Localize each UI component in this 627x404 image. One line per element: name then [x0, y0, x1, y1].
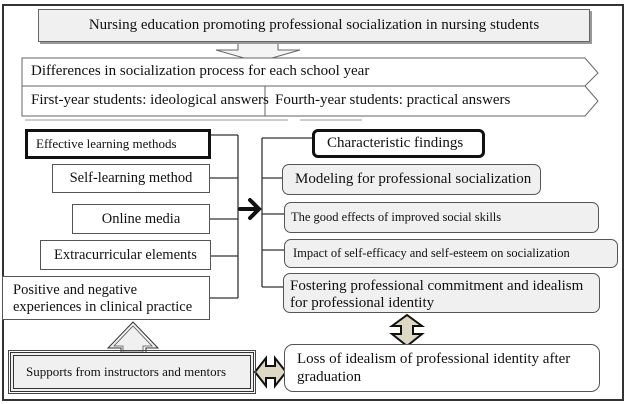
left-item-text: Self-learning method	[69, 170, 193, 186]
finding-social-skills	[284, 202, 599, 233]
supports-box	[10, 352, 254, 392]
finding-modeling	[282, 164, 541, 195]
loss-of-idealism-box	[284, 344, 600, 392]
loss-line-2: graduation	[297, 369, 362, 385]
fostering-line-2: for professional identity	[290, 295, 435, 311]
finding-text: Modeling for professional socialization	[295, 171, 532, 187]
supports-text: Supports from instructors and mentors	[26, 364, 227, 379]
left-item-text: Online media	[101, 210, 181, 227]
left-item-extracurricular	[40, 240, 211, 270]
title-box	[38, 9, 590, 42]
finding-self-efficacy	[284, 239, 618, 268]
effective-learning-heading	[25, 129, 211, 159]
fourth-year-label: Fourth-year students: practical answers	[275, 92, 511, 108]
finding-text: The good effects of improved social skills	[291, 210, 502, 224]
fostering-line-1: Fostering professional commitment and idealism	[290, 278, 584, 294]
vertical-double-arrow-icon	[392, 315, 422, 346]
title-text: Nursing education promoting professional socialization in nursing students	[88, 17, 540, 33]
clinical-line-2: experiences in clinical practice	[13, 299, 193, 315]
clinical-line-1: Positive and negative	[13, 282, 138, 298]
up-block-arrow-icon	[108, 322, 158, 354]
effective-learning-heading-text: Effective learning methods	[36, 136, 177, 151]
finding-text: Impact of self-efficacy and self-esteem on socialization	[293, 246, 570, 260]
left-item-self-learning	[52, 164, 210, 193]
left-bracket	[210, 135, 238, 298]
characteristic-findings-heading	[312, 129, 485, 158]
first-year-label: First-year students: ideological answers	[31, 92, 269, 108]
right-arrow-icon	[240, 200, 259, 218]
finding-fostering	[283, 273, 600, 313]
left-item-online-media	[72, 204, 210, 234]
left-item-text: Extracurricular elements	[54, 246, 197, 263]
characteristic-findings-text: Characteristic findings	[327, 135, 464, 151]
horizontal-double-arrow-icon	[255, 358, 286, 386]
clinical-experiences-box	[2, 276, 210, 320]
school-year-header: Differences in socialization process for each school year	[31, 63, 370, 79]
loss-line-1: Loss of idealism of professional identity after	[297, 351, 571, 367]
